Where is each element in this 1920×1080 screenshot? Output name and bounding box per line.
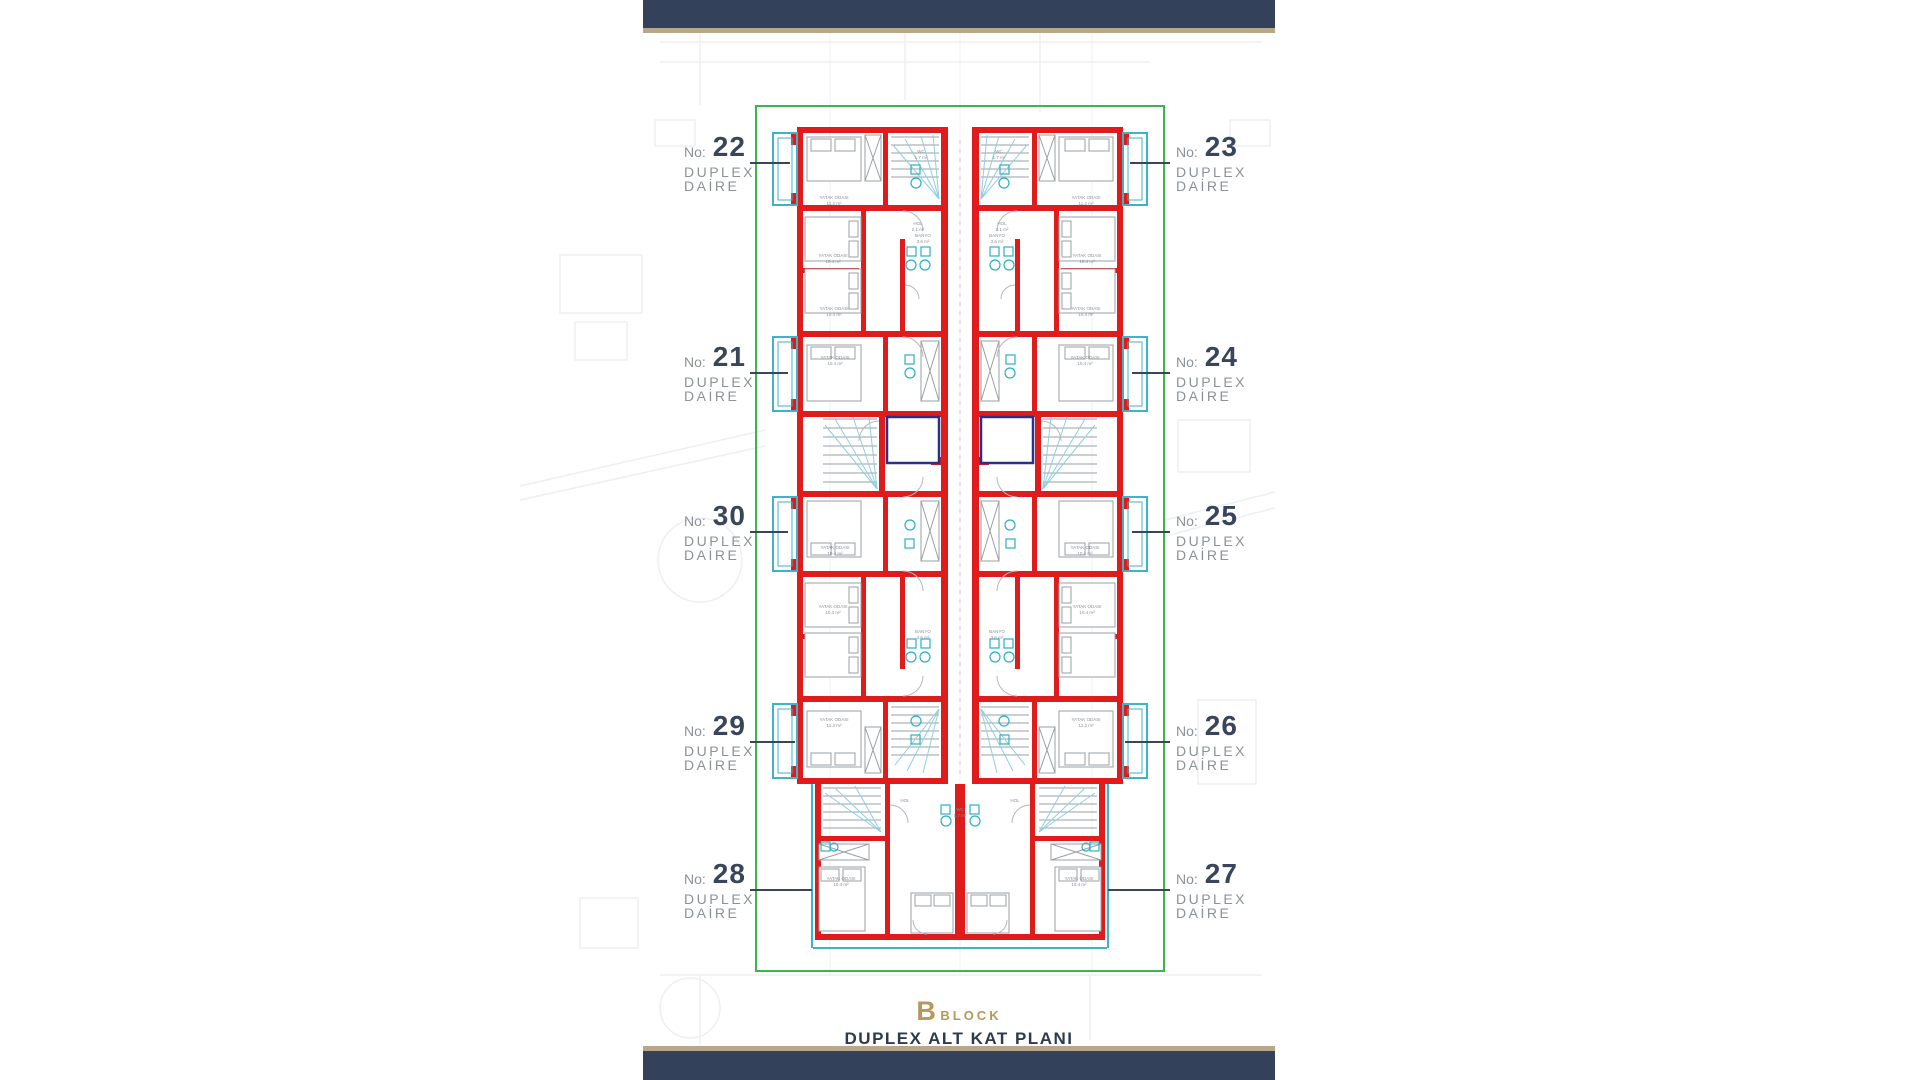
- unit-number: 28: [712, 858, 746, 889]
- svg-text:10.4 m²: 10.4 m²: [1079, 610, 1095, 615]
- unit-23-connector: [1130, 162, 1170, 164]
- unit-27-connector: [1108, 889, 1170, 891]
- unit-no-prefix: No:: [1176, 871, 1198, 887]
- unit-no-prefix: No:: [684, 871, 706, 887]
- unit-number: 22: [712, 131, 746, 162]
- unit-29-connector: [750, 741, 795, 743]
- block-title: [643, 996, 1275, 1027]
- svg-text:BANYO: BANYO: [915, 629, 931, 634]
- unit-type-line2: DAİRE: [684, 757, 740, 773]
- unit-label-23: [1176, 133, 1306, 193]
- svg-text:1.7 m²: 1.7 m²: [953, 813, 967, 818]
- svg-text:2.1 m²: 2.1 m²: [995, 227, 1009, 232]
- top-gold-line: [643, 28, 1275, 33]
- svg-text:YATAK ODASI: YATAK ODASI: [818, 253, 848, 258]
- unit-type-line2: DAİRE: [684, 905, 740, 921]
- block-letter: B: [916, 996, 936, 1026]
- svg-text:1.7 m²: 1.7 m²: [914, 155, 928, 160]
- unit-type-line2: DAİRE: [1176, 905, 1232, 921]
- svg-text:YATAK ODASI: YATAK ODASI: [1072, 253, 1102, 258]
- floor-plan: [755, 105, 1165, 972]
- unit-no-prefix: No:: [1176, 513, 1198, 529]
- unit-label-26: [1176, 712, 1306, 772]
- svg-text:2.1 m²: 2.1 m²: [911, 227, 925, 232]
- svg-text:YATAK ODASI: YATAK ODASI: [820, 355, 850, 360]
- unit-number: 25: [1204, 500, 1238, 531]
- svg-text:3.6 m²: 3.6 m²: [990, 635, 1004, 640]
- unit-no-prefix: No:: [684, 513, 706, 529]
- unit-type-line1: DUPLEX: [684, 374, 756, 390]
- unit-21-connector: [750, 372, 788, 374]
- unit-number: 27: [1204, 858, 1238, 889]
- unit-no-prefix: No:: [684, 354, 706, 370]
- bottom-navy-band: [643, 1051, 1275, 1080]
- top-navy-band: [643, 0, 1275, 28]
- unit-24-connector: [1132, 372, 1170, 374]
- svg-text:YATAK ODASI: YATAK ODASI: [819, 717, 849, 722]
- svg-text:YATAK ODASI: YATAK ODASI: [1072, 604, 1102, 609]
- unit-no-prefix: No:: [684, 723, 706, 739]
- svg-text:YATAK ODASI: YATAK ODASI: [1070, 545, 1100, 550]
- block-word: BLOCK: [940, 1008, 1002, 1023]
- svg-text:10.4 m²: 10.4 m²: [827, 551, 843, 556]
- svg-text:11.2 m²: 11.2 m²: [1078, 201, 1094, 206]
- unit-type-line2: DAİRE: [1176, 547, 1232, 563]
- svg-text:HOL: HOL: [900, 798, 910, 803]
- svg-text:10.4 m²: 10.4 m²: [827, 361, 843, 366]
- unit-type-line1: DUPLEX: [684, 533, 756, 549]
- svg-text:10.4 m²: 10.4 m²: [825, 610, 841, 615]
- svg-text:WC: WC: [956, 807, 964, 812]
- unit-number: 24: [1204, 341, 1238, 372]
- unit-type-line2: DAİRE: [1176, 388, 1232, 404]
- svg-text:10.4 m²: 10.4 m²: [825, 259, 841, 264]
- svg-text:YATAK ODASI: YATAK ODASI: [1071, 717, 1101, 722]
- svg-text:BANYO: BANYO: [989, 233, 1005, 238]
- svg-text:11.2 m²: 11.2 m²: [826, 723, 842, 728]
- svg-text:10.4 m²: 10.4 m²: [1077, 551, 1093, 556]
- svg-text:3.6 m²: 3.6 m²: [916, 635, 930, 640]
- unit-type-line1: DUPLEX: [684, 891, 756, 907]
- unit-number: 21: [712, 341, 746, 372]
- svg-text:10.4 m²: 10.4 m²: [1077, 361, 1093, 366]
- unit-label-22: [684, 133, 814, 193]
- footer-title: [643, 996, 1275, 1049]
- svg-text:BANYO: BANYO: [989, 629, 1005, 634]
- unit-type-line1: DUPLEX: [684, 164, 756, 180]
- svg-text:YATAK ODASI: YATAK ODASI: [1071, 306, 1101, 311]
- plan-subtitle: DUPLEX ALT KAT PLANI: [844, 1029, 1074, 1048]
- svg-text:HOL: HOL: [1010, 798, 1020, 803]
- svg-text:1.7 m²: 1.7 m²: [992, 155, 1006, 160]
- unit-number: 26: [1204, 710, 1238, 741]
- unit-22-connector: [750, 162, 790, 164]
- unit-label-25: [1176, 502, 1306, 562]
- unit-label-30: [684, 502, 814, 562]
- unit-no-prefix: No:: [684, 144, 706, 160]
- unit-type-line1: DUPLEX: [684, 743, 756, 759]
- svg-text:YATAK ODASI: YATAK ODASI: [826, 876, 856, 881]
- svg-text:HOL: HOL: [997, 221, 1007, 226]
- unit-type-line2: DAİRE: [1176, 178, 1232, 194]
- svg-text:YATAK ODASI: YATAK ODASI: [1070, 355, 1100, 360]
- unit-28-connector: [750, 889, 812, 891]
- unit-type-line2: DAİRE: [684, 547, 740, 563]
- svg-text:10.4 m²: 10.4 m²: [1071, 882, 1087, 887]
- svg-text:YATAK ODASI: YATAK ODASI: [1071, 195, 1101, 200]
- svg-text:YATAK ODASI: YATAK ODASI: [819, 195, 849, 200]
- unit-no-prefix: No:: [1176, 723, 1198, 739]
- svg-text:10.4 m²: 10.4 m²: [1078, 312, 1094, 317]
- unit-type-line1: DUPLEX: [1176, 533, 1248, 549]
- svg-text:YATAK ODASI: YATAK ODASI: [1064, 876, 1094, 881]
- svg-text:WC: WC: [917, 149, 925, 154]
- unit-type-line1: DUPLEX: [1176, 374, 1248, 390]
- unit-30-connector: [750, 531, 788, 533]
- unit-number: 30: [712, 500, 746, 531]
- svg-text:3.6 m²: 3.6 m²: [916, 239, 930, 244]
- svg-text:YATAK ODASI: YATAK ODASI: [818, 604, 848, 609]
- unit-label-27: [1176, 860, 1306, 920]
- unit-type-line2: DAİRE: [684, 178, 740, 194]
- svg-text:11.2 m²: 11.2 m²: [1078, 723, 1094, 728]
- unit-number: 29: [712, 710, 746, 741]
- svg-text:BANYO: BANYO: [915, 233, 931, 238]
- svg-text:YATAK ODASI: YATAK ODASI: [819, 306, 849, 311]
- unit-no-prefix: No:: [1176, 144, 1198, 160]
- unit-number: 23: [1204, 131, 1238, 162]
- svg-text:10.4 m²: 10.4 m²: [1079, 259, 1095, 264]
- svg-text:HOL: HOL: [913, 221, 923, 226]
- unit-no-prefix: No:: [1176, 354, 1198, 370]
- unit-type-line1: DUPLEX: [1176, 891, 1248, 907]
- unit-type-line2: DAİRE: [684, 388, 740, 404]
- unit-label-24: [1176, 343, 1306, 403]
- svg-text:3.6 m²: 3.6 m²: [990, 239, 1004, 244]
- unit-25-connector: [1132, 531, 1170, 533]
- svg-text:10.4 m²: 10.4 m²: [826, 312, 842, 317]
- unit-type-line2: DAİRE: [1176, 757, 1232, 773]
- svg-text:WC: WC: [995, 149, 1003, 154]
- unit-type-line1: DUPLEX: [1176, 164, 1248, 180]
- svg-text:YATAK ODASI: YATAK ODASI: [820, 545, 850, 550]
- unit-26-connector: [1125, 741, 1170, 743]
- svg-text:11.2 m²: 11.2 m²: [826, 201, 842, 206]
- unit-type-line1: DUPLEX: [1176, 743, 1248, 759]
- svg-text:10.4 m²: 10.4 m²: [833, 882, 849, 887]
- unit-label-21: [684, 343, 814, 403]
